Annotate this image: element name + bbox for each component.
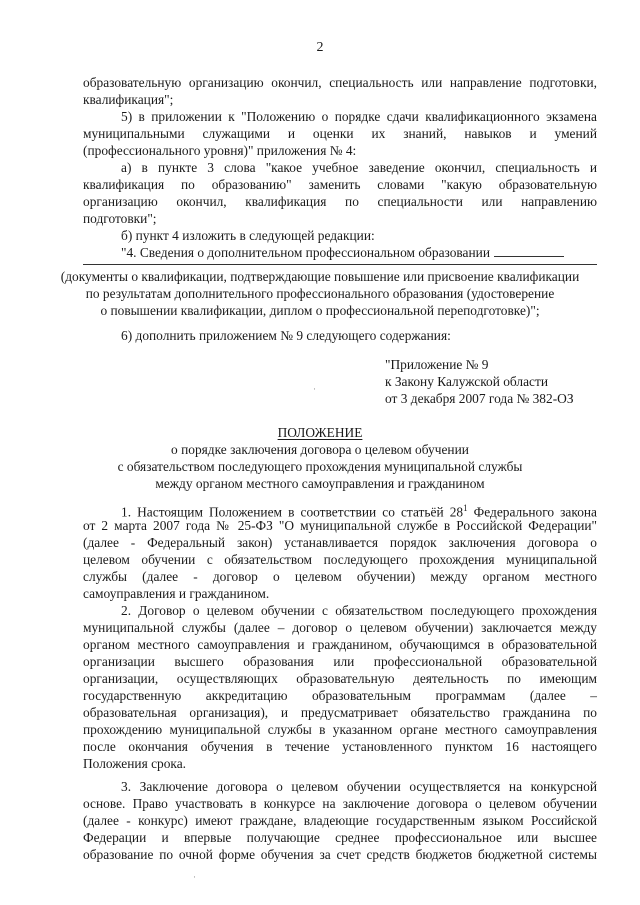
text-line: 3. Заключение договора о целевом обучении осуществляется на конкурсной: [121, 779, 597, 794]
text-line: 2. Договор о целевом обучении с обязательством последующего прохождения: [121, 603, 597, 618]
scan-speck: ·: [313, 384, 316, 394]
text-line: самоуправления и гражданином.: [83, 586, 270, 601]
note-line: о повышении квалификации, диплом о профессиональной переподготовке)";: [100, 303, 540, 318]
fill-in-blank: [494, 246, 564, 257]
text-line: муниципальными служащими и оценки их знаний, навыков и умений: [83, 126, 597, 141]
text-line: муниципальной службы (далее – договор о целевом обучении) заключается между: [83, 620, 597, 635]
document-title: ПОЛОЖЕНИЕ: [277, 425, 363, 440]
appendix-ref: от 3 декабря 2007 года № 382-ОЗ: [385, 391, 574, 406]
text-line: организации высшего образования или профессиональной образовательной: [83, 654, 597, 669]
text-line: 6) дополнить приложением № 9 следующего содержания:: [121, 328, 451, 343]
text-line: (далее - Федеральный закон) устанавливается порядок заключения договора о: [83, 535, 597, 550]
text-line: государственную аккредитацию образовательным программам (далее –: [83, 688, 597, 703]
text-line: (далее - конкурс) имеют граждане, владеющие государственным языком Российской: [83, 813, 597, 828]
text-line: квалификация";: [83, 92, 174, 107]
text-line: органом местного самоуправления и гражданином, обучающимся в образовательной: [83, 637, 597, 652]
page-number: 2: [316, 40, 324, 55]
text-line: (профессионального уровня)" приложения № 4:: [83, 143, 357, 158]
fill-in-rule: [83, 264, 597, 265]
document-subtitle: между органом местного самоуправления и гражданином: [155, 476, 485, 491]
text-line: целевом обучении с обязательством последующего прохождения муниципальной: [83, 552, 597, 567]
document-subtitle: с обязательством последующего прохождения муниципальной службы: [117, 459, 523, 474]
document-subtitle: о порядке заключения договора о целевом обучении: [171, 442, 469, 457]
text-line: образование по очной форме обучения за счет средств бюджетов бюджетной системы: [83, 847, 597, 862]
text-line: Федерации и впервые получающие среднее профессиональное или высшее: [83, 830, 597, 845]
text-line: 5) в приложении к "Положению о порядке сдачи квалификационного экзамена: [121, 109, 597, 124]
text-line: службы (далее - договор о целевом обучении) между органом местного: [83, 569, 597, 584]
text-line: образовательная организация), и предусматривает обязательство гражданина по: [83, 705, 597, 720]
text-line: прохождению муниципальной службы в указанном органе местного самоуправления: [83, 722, 597, 737]
text-line: после окончания обучения в течение установленного пунктом 16 настоящего: [83, 739, 597, 754]
appendix-ref: "Приложение № 9: [385, 357, 489, 372]
text-line: основе. Право участвовать в конкурсе на заключение договора о целевом обучении: [83, 796, 597, 811]
text-line: б) пункт 4 изложить в следующей редакции:: [121, 228, 375, 243]
text-line: от 2 марта 2007 года № 25-ФЗ "О муниципальной службе в Российской Федерации": [83, 518, 597, 533]
text-line: Положения срока.: [83, 756, 187, 771]
text-line: а) в пункте 3 слова "какое учебное заведение окончил, специальность и: [121, 160, 597, 175]
text-line: образовательную организацию окончил, специальность или направление подготовки,: [83, 75, 597, 90]
text-line: организацию окончил, квалификация по специальности или направлению: [83, 194, 597, 209]
text-line: подготовки";: [83, 211, 157, 226]
text-line-with-blank: [121, 244, 564, 261]
text-line: квалификация по образованию" заменить словами "какую образовательную: [83, 177, 597, 192]
text-line: "4. Сведения о дополнительном профессиональном образовании: [121, 245, 491, 260]
note-line: по результатам дополнительного профессионального образования (удостоверение: [85, 286, 555, 301]
scan-speck: ·: [193, 872, 196, 882]
text-line: организации, осуществляющих образовательную деятельность по имеющим: [83, 671, 597, 686]
text-line: 1. Настоящим Положением в соответствии со статьёй $28^1$ Федерального закона: [121, 503, 597, 520]
appendix-ref: к Закону Калужской области: [385, 374, 549, 389]
note-line: (документы о квалификации, подтверждающие повышение или присвоение квалификации: [60, 269, 580, 284]
